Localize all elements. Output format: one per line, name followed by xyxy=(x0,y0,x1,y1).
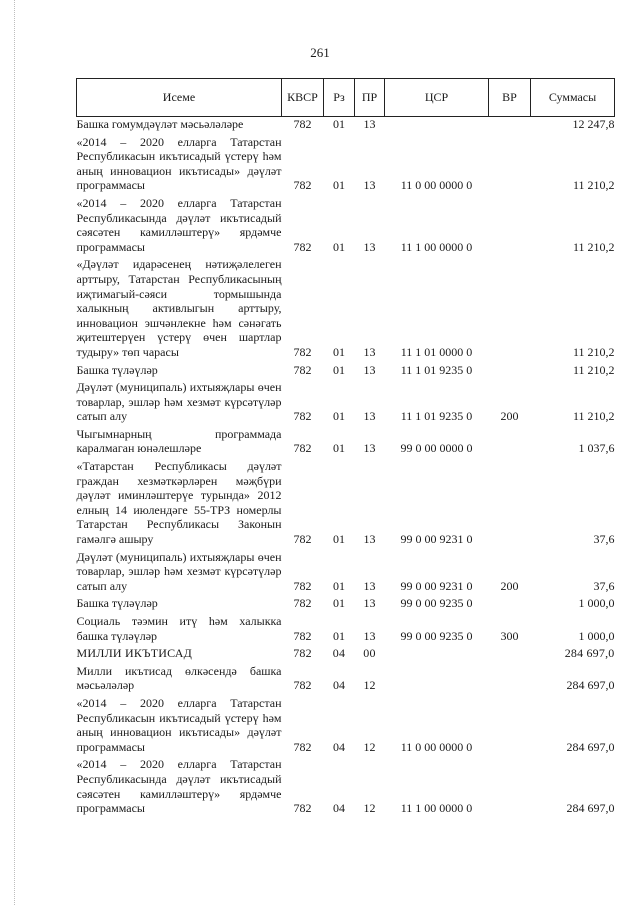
row-name: Башка түләүләр xyxy=(76,596,158,611)
row-sum: 1 037,6 xyxy=(578,441,615,456)
row-tsr: 99 0 00 0000 0 xyxy=(400,441,473,456)
row-rz: 01 xyxy=(333,362,345,377)
row-vr xyxy=(489,196,531,254)
row-vr xyxy=(489,257,531,359)
row-rz: 01 xyxy=(333,117,345,131)
row-kvsr: 782 xyxy=(293,441,312,456)
row-kvsr: 782 xyxy=(293,678,312,693)
row-sum: 11 210,2 xyxy=(572,178,615,193)
row-rz: 01 xyxy=(333,628,345,643)
row-name: «2014 – 2020 елларга Татарстан Республикасын икътисадый үстерү һәм аның инновацион икътисады» дәүләт программасы xyxy=(76,134,282,193)
row-kvsr: 782 xyxy=(293,344,312,359)
row-vr xyxy=(489,135,531,193)
row-sum: 284 697,0 xyxy=(566,739,615,754)
table-row xyxy=(77,664,615,693)
row-sum: 37,6 xyxy=(593,532,615,547)
row-sum: 1 000,0 xyxy=(578,628,615,643)
row-pr: 13 xyxy=(363,178,376,193)
row-pr: 00 xyxy=(363,646,376,661)
row-name: «2014 – 2020 елларга Татарстан Республикасында дәүләт икътисадый сәясәтен камилләштерү» ярдәмче программасы xyxy=(76,757,282,816)
row-vr xyxy=(489,363,531,378)
row-kvsr: 782 xyxy=(293,178,312,193)
row-tsr: 99 0 00 9235 0 xyxy=(400,628,473,643)
table-row xyxy=(77,614,615,643)
table-row xyxy=(77,596,615,611)
row-vr xyxy=(489,459,531,547)
table-row xyxy=(77,117,615,132)
row-pr: 13 xyxy=(363,532,376,547)
row-tsr xyxy=(385,664,489,693)
header-vr: ВР xyxy=(489,79,531,117)
row-tsr: 99 0 00 9231 0 xyxy=(400,578,473,593)
table-row xyxy=(77,196,615,254)
table-row xyxy=(77,363,615,378)
row-pr: 13 xyxy=(363,596,376,611)
row-vr xyxy=(489,117,531,132)
row-vr: 300 xyxy=(500,628,519,643)
table-row xyxy=(77,380,615,424)
row-vr xyxy=(489,427,531,456)
row-name: «2014 – 2020 елларга Татарстан Республикасында дәүләт икътисадый сәясәтен камилләштерү» ярдәмче программасы xyxy=(76,195,282,254)
row-sum: 12 247,8 xyxy=(572,117,615,131)
row-tsr: 99 0 00 9235 0 xyxy=(400,596,473,611)
row-vr xyxy=(489,596,531,611)
row-kvsr: 782 xyxy=(293,409,312,424)
row-rz: 01 xyxy=(333,441,345,456)
budget-table xyxy=(76,78,615,816)
header-sum: Суммасы xyxy=(531,79,615,117)
row-sum: 1 000,0 xyxy=(578,596,615,611)
row-vr xyxy=(489,696,531,754)
row-rz: 04 xyxy=(333,801,345,816)
row-tsr xyxy=(385,646,489,661)
row-name: Дәүләт (муниципаль) ихтыяҗлары өчен товарлар, эшләр һәм хезмәт күрсәтүләр сатып алу xyxy=(76,549,282,593)
row-kvsr: 782 xyxy=(293,239,312,254)
row-vr xyxy=(489,757,531,815)
row-sum: 11 210,2 xyxy=(572,239,615,254)
row-pr: 12 xyxy=(363,801,376,816)
table-row xyxy=(77,550,615,594)
header-kvsr: КВСР xyxy=(282,79,324,117)
row-tsr: 11 1 01 9235 0 xyxy=(400,409,473,424)
header-tsr: ЦСР xyxy=(385,79,489,117)
row-sum: 284 697,0 xyxy=(566,678,615,693)
row-kvsr: 782 xyxy=(293,532,312,547)
row-kvsr: 782 xyxy=(293,646,312,661)
row-rz: 01 xyxy=(333,178,345,193)
row-name: «Татарстан Республикасы дәүләт граждан хезмәткәрләрен мәҗбүри дәүләт иминләштерүе турында» 2012 елның 14 июлендәге 55-ТРЗ номерлы Татарстан Республикасы Законын гамәлгә ашыру xyxy=(76,459,282,547)
row-kvsr: 782 xyxy=(293,117,312,131)
row-name: «2014 – 2020 елларга Татарстан Республикасын икътисадый үстерү һәм аның инновацион икътисады» дәүләт программасы xyxy=(76,695,282,754)
table-header-row xyxy=(77,79,615,117)
row-pr: 13 xyxy=(363,117,376,131)
row-tsr: 11 1 01 9235 0 xyxy=(400,362,473,377)
row-kvsr: 782 xyxy=(293,801,312,816)
row-name: «Дәүләт идарәсенең нәтиҗәлелеген арттыру, Татарстан Республикасының иҗтимагый-сәяси тормышында халыкның активлыгын арттыру, инновацион эшчәнлекне һәм сәнәгать җитештерүен үстерү өчен шартлар тудыру» төп чарасы xyxy=(76,257,282,359)
page-number: 261 xyxy=(310,45,330,60)
row-rz: 01 xyxy=(333,239,345,254)
row-pr: 13 xyxy=(363,362,376,377)
table-row xyxy=(77,257,615,359)
header-name: Исеме xyxy=(77,79,282,117)
row-name: Башка түләүләр xyxy=(76,362,158,377)
row-kvsr: 782 xyxy=(293,362,312,377)
table-body xyxy=(77,117,615,816)
binding-margin-dots xyxy=(14,0,15,905)
row-pr: 13 xyxy=(363,409,376,424)
row-pr: 13 xyxy=(363,578,376,593)
row-kvsr: 782 xyxy=(293,596,312,611)
row-vr xyxy=(489,646,531,661)
row-sum: 37,6 xyxy=(593,578,615,593)
row-kvsr: 782 xyxy=(293,739,312,754)
row-pr: 13 xyxy=(363,628,376,643)
row-name: Дәүләт (муниципаль) ихтыяҗлары өчен товарлар, эшләр һәм хезмәт күрсәтүләр сатып алу xyxy=(76,380,282,424)
table-row xyxy=(77,459,615,547)
row-kvsr: 782 xyxy=(293,578,312,593)
row-sum: 284 697,0 xyxy=(566,801,615,816)
table-row xyxy=(77,646,615,661)
row-pr: 12 xyxy=(363,739,376,754)
row-name: Чыгымнарның программада каралмаган юнәлешләре xyxy=(76,426,282,456)
row-tsr: 11 1 00 0000 0 xyxy=(400,239,473,254)
header-rz: Рз xyxy=(324,79,355,117)
row-rz: 04 xyxy=(333,739,345,754)
row-rz: 01 xyxy=(333,578,345,593)
row-sum: 11 210,2 xyxy=(572,362,615,377)
table-row xyxy=(77,696,615,754)
row-tsr: 11 1 01 0000 0 xyxy=(400,344,473,359)
row-kvsr: 782 xyxy=(293,628,312,643)
row-rz: 01 xyxy=(333,532,345,547)
row-tsr: 11 0 00 0000 0 xyxy=(400,739,473,754)
row-pr: 13 xyxy=(363,239,376,254)
row-name: Социаль тәэмин итү һәм халыкка башка түләүләр xyxy=(76,614,282,643)
row-pr: 13 xyxy=(363,441,376,456)
row-sum: 11 210,2 xyxy=(572,344,615,359)
table-row xyxy=(77,427,615,456)
row-pr: 12 xyxy=(363,678,376,693)
row-tsr: 99 0 00 9231 0 xyxy=(400,532,473,547)
table-row xyxy=(77,757,615,815)
row-rz: 01 xyxy=(333,344,345,359)
row-sum: 284 697,0 xyxy=(564,646,615,661)
row-name: Башка гомумдәүләт мәсьәләләре xyxy=(76,117,244,131)
row-vr: 200 xyxy=(500,578,519,593)
row-rz: 04 xyxy=(332,646,346,661)
row-sum: 11 210,2 xyxy=(572,409,615,424)
row-vr: 200 xyxy=(500,409,519,424)
row-name: МИЛЛИ ИКЪТИСАД xyxy=(76,646,192,661)
table-row xyxy=(77,135,615,193)
row-rz: 01 xyxy=(333,409,345,424)
row-vr xyxy=(489,664,531,693)
row-rz: 04 xyxy=(333,678,345,693)
row-rz: 01 xyxy=(333,596,345,611)
row-tsr xyxy=(385,117,489,132)
header-pr: ПР xyxy=(355,79,385,117)
row-name: Милли икътисад өлкәсендә башка мәсьәләләр xyxy=(76,663,282,693)
row-pr: 13 xyxy=(363,344,376,359)
row-tsr: 11 0 00 0000 0 xyxy=(400,178,473,193)
row-tsr: 11 1 00 0000 0 xyxy=(400,801,473,816)
